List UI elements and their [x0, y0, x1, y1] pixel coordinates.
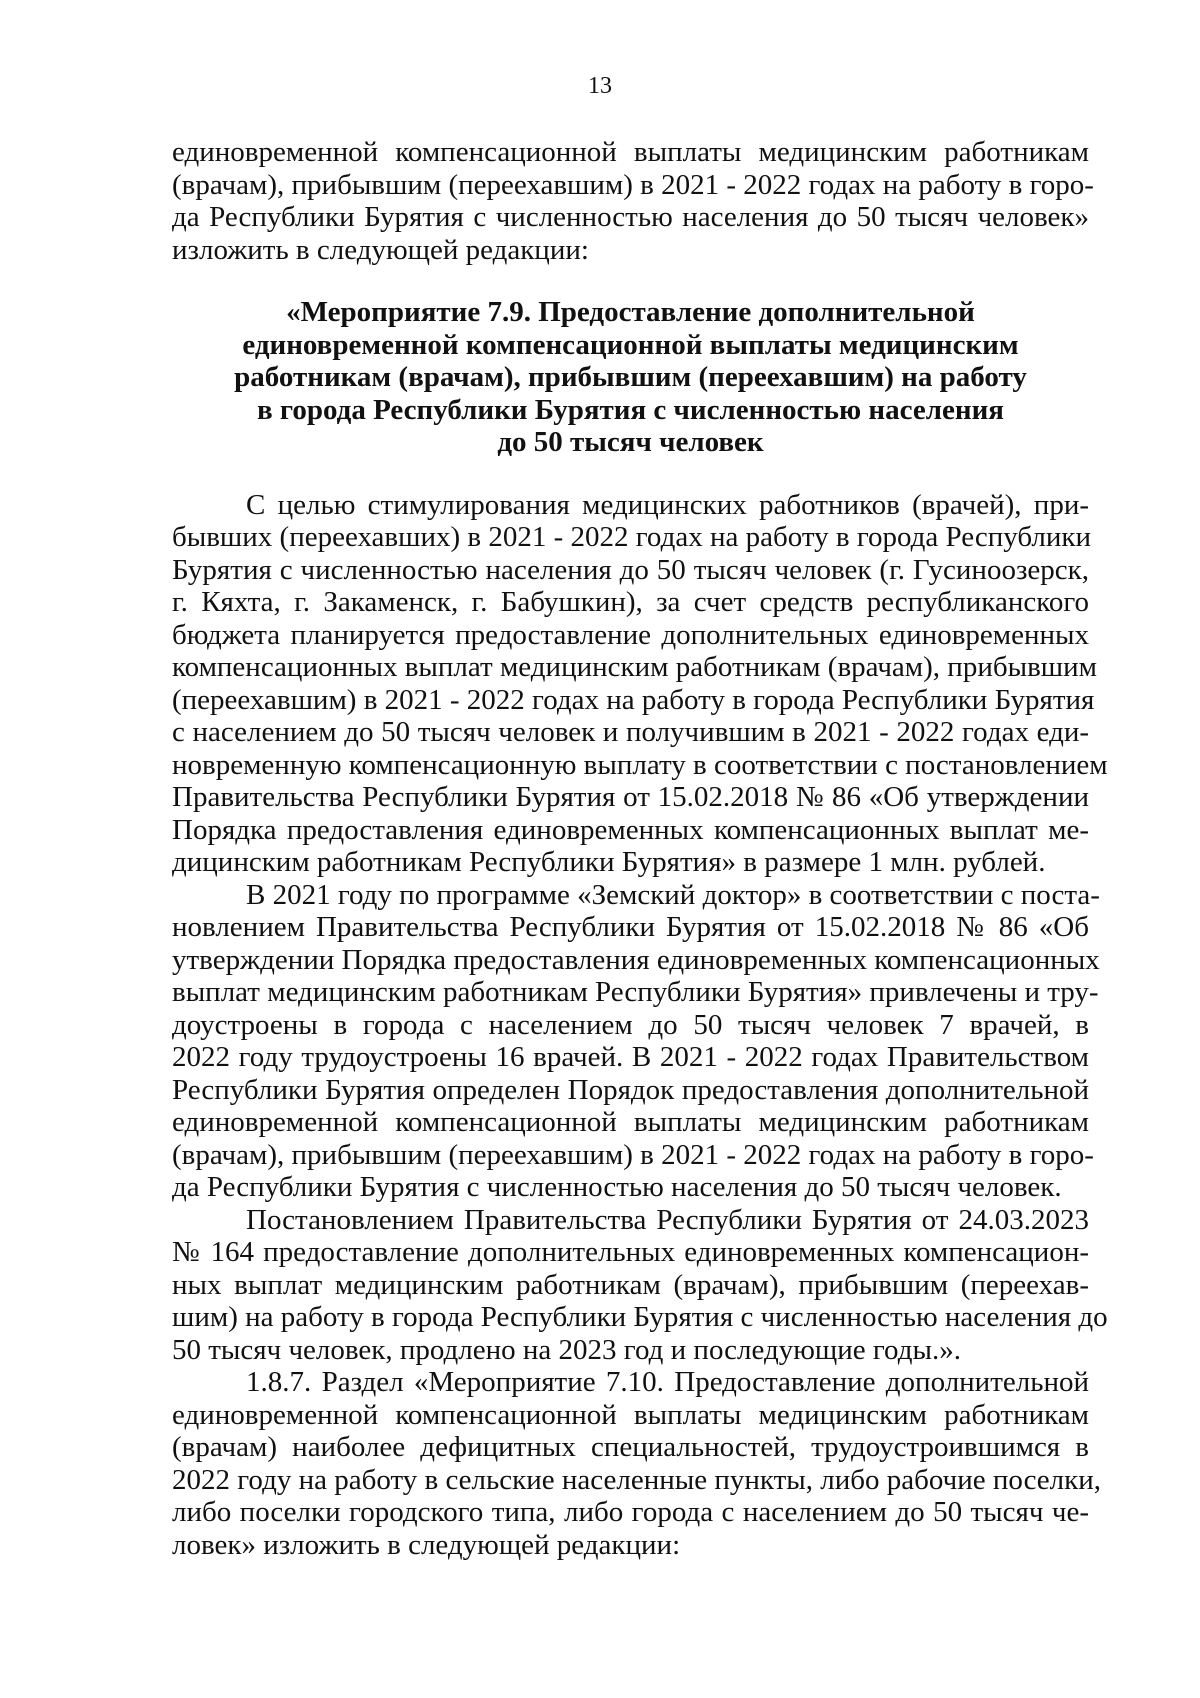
text-line: Республики Бурятия определен Порядок предоставления дополнительной	[172, 1073, 1089, 1106]
text-line: единовременной компенсационной выплаты медицинским работникам	[172, 1106, 1089, 1138]
paragraph-goal	[172, 488, 1108, 879]
text-line: да Республики Бурятия с численностью населения до 50 тысяч человек.	[172, 1171, 1062, 1203]
text-line: 2022 году на работу в сельские населенные пункты, либо рабочие поселки,	[172, 1463, 1102, 1496]
text-line: единовременной компенсационной выплаты медицинским работникам	[172, 136, 1089, 168]
text-line: компенсационных выплат медицинским работникам (врачам), прибывшим	[172, 651, 1097, 683]
text-line: (переехавшим) в 2021 - 2022 годах на работу в города Республики Бурятия	[172, 683, 1095, 716]
text-line: да Республики Бурятия с численностью населения до 50 тысяч человек»	[172, 201, 1089, 233]
heading-line: «Мероприятие 7.9. Предоставление дополнительной	[286, 296, 975, 328]
paragraph-section-1-8-7	[172, 1366, 1102, 1561]
text-line: утверждении Порядка предоставления единовременных компенсационных	[172, 943, 1100, 976]
text-line: ных выплат медицинским работникам (врачам), прибывшим (переехав-	[172, 1268, 1089, 1301]
text-line: изложить в следующей редакции:	[172, 233, 589, 266]
text-line: 50 тысяч человек, продлено на 2023 год и последующие годы.».	[172, 1333, 961, 1366]
text-line: (врачам), прибывшим (переехавшим) в 2021 - 2022 годах на работу в горо-	[172, 168, 1094, 201]
text-line: шим) на работу в города Республики Бурятия с численностью населения до	[172, 1301, 1108, 1333]
text-line: № 164 предоставление дополнительных единовременных компенсацион-	[172, 1236, 1089, 1268]
paragraph-zemsky-doctor	[172, 878, 1100, 1204]
text-line: либо поселки городского типа, либо города с населением до 50 тысяч че-	[172, 1496, 1089, 1528]
text-line: 1.8.7. Раздел «Мероприятие 7.10. Предоставление дополнительной	[246, 1366, 1089, 1398]
text-line: С целью стимулирования медицинских работников (врачей), при-	[246, 488, 1089, 521]
text-line: дицинским работникам Республики Бурятия» в размере 1 млн. рублей.	[172, 846, 1046, 878]
heading-line: в города Республики Бурятия с численностью населения	[257, 393, 1004, 426]
text-line: В 2021 году по программе «Земский доктор» в соответствии с поста-	[246, 878, 1100, 911]
text-line: доустроены в города с населением до 50 тысяч человек 7 врачей, в	[172, 1008, 1089, 1041]
text-line: новлением Правительства Республики Бурятия от 15.02.2018 № 86 «Об	[172, 911, 1089, 943]
text-line: Правительства Республики Бурятия от 15.02.2018 № 86 «Об утверждении	[172, 781, 1089, 813]
text-line: Постановлением Правительства Республики Бурятия от 24.03.2023	[246, 1203, 1089, 1236]
heading-line: работникам (врачам), прибывшим (переехавшим) на работу	[234, 361, 1027, 393]
heading-line: единовременной компенсационной выплаты медицинским	[242, 328, 1019, 361]
text-line: новременную компенсационную выплату в соответствии с постановлением	[172, 748, 1108, 781]
document-body	[172, 136, 1108, 1561]
text-line: г. Кяхта, г. Закаменск, г. Бабушкин), за счет средств республиканского	[172, 586, 1089, 618]
text-line: (врачам), прибывшим (переехавшим) в 2021 - 2022 годах на работу в горо-	[172, 1138, 1094, 1171]
text-line: бывших (переехавших) в 2021 - 2022 годах на работу в города Республики	[172, 521, 1092, 553]
text-line: (врачам) наиболее дефицитных специальностей, трудоустроившимся в	[172, 1431, 1089, 1463]
text-line: ловек» изложить в следующей редакции:	[172, 1528, 681, 1561]
text-line: 2022 году трудоустроены 16 врачей. В 2021 - 2022 годах Правительством	[172, 1041, 1089, 1073]
text-line: бюджета планируется предоставление дополнительных единовременных	[172, 618, 1089, 651]
text-line: выплат медицинским работникам Республики Бурятия» привлечены и тру-	[172, 976, 1099, 1008]
page-number: 13	[588, 73, 612, 99]
text-line: Бурятия с численностью населения до 50 тысяч человек (г. Гусиноозерск,	[172, 553, 1089, 586]
intro-paragraph	[172, 136, 1094, 266]
paragraph-resolution	[172, 1203, 1108, 1367]
text-line: единовременной компенсационной выплаты медицинским работникам	[172, 1398, 1089, 1431]
heading-line: до 50 тысяч человек	[497, 426, 764, 458]
section-heading	[172, 296, 1089, 459]
text-line: Порядка предоставления единовременных компенсационных выплат ме-	[172, 813, 1089, 846]
text-line: с населением до 50 тысяч человек и получившим в 2021 - 2022 годах еди-	[172, 716, 1089, 748]
